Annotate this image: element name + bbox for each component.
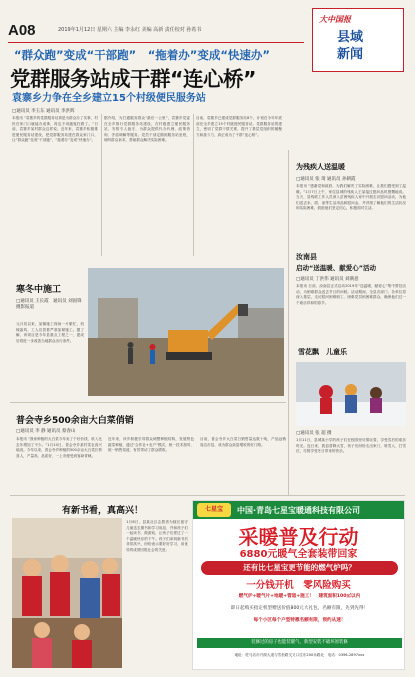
col-divider bbox=[288, 150, 289, 495]
section-name bbox=[337, 29, 363, 63]
cabbage-col-2: 近年来，该乡积极引导群众调整种植结构，发展特色蔬菜种植，通过“合作社+农户”模式，统一技术指导、统一销售渠道，有效带动了群众增收。 bbox=[108, 437, 194, 453]
snow-photo-art bbox=[296, 362, 406, 426]
ad-brand-logo: 七星宝 bbox=[197, 503, 231, 517]
sidebar2-body: 本报讯 日前，汝南县正式启动2019年“送温暖、献爱心”集中帮扶活动，为困难群众送去节日的问候。活动期间，全县各部门、各单位将深入基层，走访慰问困难职工、困难党员和困难群众，确保他们过一个欢乐祥和的春节。 bbox=[296, 284, 406, 305]
cabbage-col-3: 目前，普会寺乡大白菜日销售量达数十吨，产品远销周边市县，成为群众致富增收的好门路。 bbox=[200, 437, 286, 447]
ad-subtitle: 6880元暖气全套装带回家 bbox=[239, 549, 358, 560]
section-divider bbox=[10, 402, 286, 403]
lead-col-2: 据介绍，为打通服务群众“最后一公里”，袁寨乡党委在全乡推行党群服务站建设，在村级建立便民服务站，安排专人值守，为群众提供代办代理、政策咨询、矛盾调解等服务。党员干部定期到服务站坐班，倾听群众诉求，帮助群众解决实际困难。 bbox=[104, 116, 190, 143]
books-caption: 1月8日，县某社区志愿者为辖区留守儿童送去图书和学习用品，并和孩子们一起读书、做游戏，让孩子们度过了一个温暖快乐的下午。孩子们拿到新书后非常高兴，纷纷表示要好好学习，用优异的成绩回报社会的关爱。 bbox=[126, 520, 188, 552]
snow-byline: □通讯员 张 超 摄 bbox=[296, 431, 332, 436]
lead-col-1: 本报讯 “袁寨乡的党群服务站真是为群众办了实事，村民在家门口就能办成事，再也不用跑冤枉路了。”日前，袁寨乡某村群众这样说。近年来，袁寨乡积极推进便民服务站建设，把党群服务站建在群众家门口，让“群众跑”变成“干部跑”，“拖着办”变成“快速办”。 bbox=[12, 116, 98, 143]
header-rule bbox=[8, 42, 304, 43]
sidebar1-byline: □通讯员 张 琦 通讯员 孙朝霞 bbox=[296, 177, 356, 182]
section-name-line2: 新闻 bbox=[337, 47, 364, 62]
snow-children-photo bbox=[296, 362, 406, 426]
snow-title: 雪花飘 儿童乐 bbox=[298, 348, 347, 356]
ad-line-1: 燃气炉+暖气片+地暖+管道+施工！ 建筑面积100㎡以内 bbox=[238, 594, 361, 599]
ad-company: 中国·青岛七星宝暖通科技有限公司 bbox=[237, 506, 361, 515]
ad-line-2: 即日起购买指定机型赠送价值800元大礼包，名额有限，先到先得！ bbox=[230, 606, 369, 611]
sidebar2-title: 汝南县 bbox=[296, 253, 317, 261]
section-divider bbox=[10, 495, 405, 496]
page-meta: 2019年1月12日 星期六 主编 李永红 美编 高新 责任校对 孙希书 bbox=[58, 27, 202, 33]
section-name-line1: 县域 bbox=[337, 30, 364, 45]
books-photo-art bbox=[12, 518, 122, 668]
winter-body: 元月初以来，某镇施工现场一片繁忙，机械轰鸣，工人们冒着严寒加紧施工。据了解，该项目是今年县重点工程之一，建成后将进一步改善当地群众出行条件。 bbox=[16, 322, 84, 343]
ad-title: 采暖普及行动 bbox=[238, 525, 359, 549]
ad-address: 地址：驻马店市开源大道与雪松路交叉口往东200米路北 电话：0396-2897xxx bbox=[234, 653, 365, 657]
snow-caption: 1月11日，县城某小学的孩子们在校园里尽情玩耍，享受雪后的欢乐时光。连日来，我县普降大雪，孩子们纷纷走出家门，堆雪人、打雪仗，尽情享受冬日带来的快乐。 bbox=[296, 438, 406, 454]
col-divider bbox=[101, 114, 102, 256]
sidebar2-subtitle: 启动“送温暖、献爱心”活动 bbox=[296, 264, 377, 272]
lead-headline: 党群服务站成干群“连心桥” bbox=[10, 67, 256, 91]
lead-byline: □通讯员 李玉东 通讯员 李洪辉 bbox=[12, 109, 75, 114]
construction-photo bbox=[88, 268, 284, 396]
sidebar1-title: 为残疾人送温暖 bbox=[296, 163, 345, 171]
lead-col-3: 目前，袁寨乡已建成党群服务站8个，计划在今年年底前在全乡建立15个村级便民服务站。党群服务站的建立，密切了党群干群关系，提升了基层党组织的凝聚力和战斗力，真正成为了干群“连心桥”。 bbox=[196, 116, 282, 137]
lead-subhead: 袁寨乡力争在全乡建立15个村级便民服务站 bbox=[12, 93, 206, 104]
children-books-photo bbox=[12, 518, 122, 668]
page-number: A08 bbox=[8, 22, 36, 39]
winter-byline: □通讯员 王长霞 通讯员 刘国锋 摄影报道 bbox=[16, 299, 82, 310]
sidebar1-body: 本报讯 “感谢党和政府，为我们解决了实际困难，让我们感受到了温暖。”1月7日上午，家住县城的残疾人王某接过慰问品时感慨地说。当天，县残联工作人员深入贫困残疾人家中开展走访慰问活动，为他们送去米、面、油等生活用品和慰问金，并详细了解他们的生活状况和实际困难，鼓励他们坚定信心，积极面对生活。 bbox=[296, 184, 406, 211]
paper-logo: 大中国报 bbox=[319, 14, 351, 24]
col-divider bbox=[193, 114, 194, 256]
books-title: 有新书看，真高兴！ bbox=[62, 506, 144, 516]
winter-title: 寒冬中施工 bbox=[16, 285, 62, 295]
ad-band: 装修过的房子也能装暖气，新型安装不破坏原装修 bbox=[197, 638, 402, 648]
sidebar2-byline: □通讯员 丁洪伟 通讯员 刘满意 bbox=[296, 277, 359, 282]
cabbage-byline: □通讯员 李 静 通讯员 蔡春山 bbox=[16, 429, 76, 434]
cabbage-col-1: 本报讯 “我家种植的大白菜今年卖了个好价钱，收入比去年增加了不少。”1月10日，普会寺乡某村菜农高兴地说。今年以来，普会寺乡种植的500余亩大白菜长势喜人，产量高、品质好，一上市便受到客商青睐。 bbox=[16, 437, 102, 458]
ad-question: 还有比七星宝更节能的燃气炉吗？ bbox=[201, 561, 398, 575]
lead-kicker: “群众跑”变成“干部跑” “拖着办”变成“快速办” bbox=[14, 48, 270, 62]
ad-slogan: 一分钱开机 零风险购买 bbox=[246, 580, 351, 591]
section-logo bbox=[312, 8, 404, 72]
ad-line-3: 每个小区每个户型特惠名额有限，预约从速！ bbox=[253, 618, 346, 623]
cabbage-title: 普会寺乡500余亩大白菜俏销 bbox=[16, 416, 134, 426]
ad-top-bar bbox=[193, 501, 404, 519]
construction-photo-art bbox=[88, 268, 284, 396]
heating-advertisement[interactable] bbox=[192, 500, 405, 670]
